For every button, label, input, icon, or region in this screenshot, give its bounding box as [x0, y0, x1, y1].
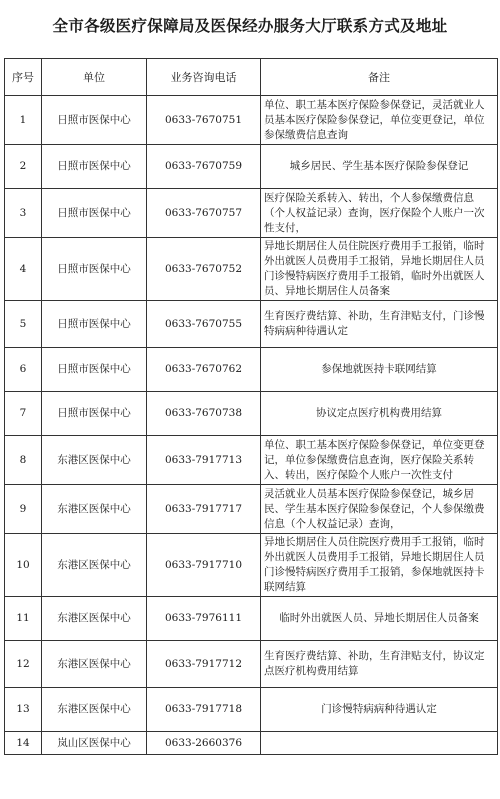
- cell-note: 异地长期居住人员住院医疗费用手工报销，临时外出就医人员费用手工报销，异地长期居住人员门诊慢特病医疗费用手工报销，临时外出就医人员、异地长期居住人员备案: [261, 238, 498, 301]
- cell-phone: 0633-7670738: [147, 392, 261, 436]
- cell-unit: 日照市医保中心: [42, 189, 147, 238]
- cell-seq: 7: [5, 392, 42, 436]
- cell-seq: 11: [5, 597, 42, 641]
- cell-note: 单位、职工基本医疗保险参保登记，单位变更登记，单位参保缴费信息查询，医疗保险关系转入、转出，医疗保险个人账户一次性支付: [261, 436, 498, 485]
- cell-unit: 东港区医保中心: [42, 534, 147, 597]
- cell-note: 异地长期居住人员住院医疗费用手工报销，临时外出就医人员费用手工报销，异地长期居住人员门诊慢特病医疗费用手工报销，参保地就医持卡联网结算: [261, 534, 498, 597]
- cell-seq: 10: [5, 534, 42, 597]
- cell-phone: 0633-2660376: [147, 732, 261, 755]
- cell-phone: 0633-7917710: [147, 534, 261, 597]
- table-row: [5, 189, 498, 238]
- cell-phone: 0633-7670752: [147, 238, 261, 301]
- cell-seq: 6: [5, 348, 42, 392]
- cell-seq: 12: [5, 641, 42, 688]
- cell-note: 城乡居民、学生基本医疗保险参保登记: [261, 145, 498, 189]
- cell-seq: 4: [5, 238, 42, 301]
- cell-phone: 0633-7917713: [147, 436, 261, 485]
- cell-phone: 0633-7917718: [147, 688, 261, 732]
- contact-table: [4, 58, 498, 755]
- cell-unit: 日照市医保中心: [42, 392, 147, 436]
- table-row: [5, 238, 498, 301]
- table-row: [5, 145, 498, 189]
- cell-unit: 日照市医保中心: [42, 348, 147, 392]
- cell-note: 协议定点医疗机构费用结算: [261, 392, 498, 436]
- header-phone: 业务咨询电话: [147, 59, 261, 96]
- cell-unit: 东港区医保中心: [42, 597, 147, 641]
- table-row: [5, 534, 498, 597]
- table-row: [5, 348, 498, 392]
- cell-unit: 日照市医保中心: [42, 238, 147, 301]
- cell-seq: 9: [5, 485, 42, 534]
- header-seq: 序号: [5, 59, 42, 96]
- table-row: [5, 641, 498, 688]
- cell-note: 门诊慢特病病种待遇认定: [261, 688, 498, 732]
- cell-unit: 东港区医保中心: [42, 641, 147, 688]
- cell-seq: 2: [5, 145, 42, 189]
- table-row: [5, 688, 498, 732]
- cell-seq: 1: [5, 96, 42, 145]
- cell-seq: 3: [5, 189, 42, 238]
- table-row: [5, 96, 498, 145]
- cell-phone: 0633-7917712: [147, 641, 261, 688]
- cell-unit: 日照市医保中心: [42, 301, 147, 348]
- table-header-row: [5, 59, 498, 96]
- cell-phone: 0633-7670762: [147, 348, 261, 392]
- table-row: [5, 301, 498, 348]
- cell-phone: 0633-7976111: [147, 597, 261, 641]
- cell-unit: 岚山区医保中心: [42, 732, 147, 755]
- cell-note: 医疗保险关系转入、转出，个人参保缴费信息（个人权益记录）查询，医疗保险个人账户一次性支付，: [261, 189, 498, 238]
- table-row: [5, 436, 498, 485]
- cell-note: 临时外出就医人员、异地长期居住人员备案: [261, 597, 498, 641]
- cell-phone: 0633-7670755: [147, 301, 261, 348]
- cell-phone: 0633-7670759: [147, 145, 261, 189]
- cell-unit: 东港区医保中心: [42, 436, 147, 485]
- cell-note: 生育医疗费结算、补助，生育津贴支付，门诊慢特病病种待遇认定: [261, 301, 498, 348]
- cell-seq: 5: [5, 301, 42, 348]
- cell-seq: 13: [5, 688, 42, 732]
- header-note: 备注: [261, 59, 498, 96]
- table-row: [5, 597, 498, 641]
- table-row: [5, 392, 498, 436]
- table-row: [5, 732, 498, 755]
- header-unit: 单位: [42, 59, 147, 96]
- cell-phone: 0633-7670751: [147, 96, 261, 145]
- cell-seq: 14: [5, 732, 42, 755]
- cell-unit: 日照市医保中心: [42, 96, 147, 145]
- cell-unit: 日照市医保中心: [42, 145, 147, 189]
- table-row: [5, 485, 498, 534]
- cell-note: 生育医疗费结算、补助，生育津贴支付，协议定点医疗机构费用结算: [261, 641, 498, 688]
- cell-unit: 东港区医保中心: [42, 688, 147, 732]
- cell-note: 参保地就医持卡联网结算: [261, 348, 498, 392]
- page-title: 全市各级医疗保障局及医保经办服务大厅联系方式及地址: [52, 17, 448, 35]
- cell-note: [261, 732, 498, 755]
- cell-note: 灵活就业人员基本医疗保险参保登记，城乡居民、学生基本医疗保险参保登记，个人参保缴费信息（个人权益记录）查询，: [261, 485, 498, 534]
- cell-note: 单位、职工基本医疗保险参保登记，灵活就业人员基本医疗保险参保登记，单位变更登记，单位参保缴费信息查询: [261, 96, 498, 145]
- cell-unit: 东港区医保中心: [42, 485, 147, 534]
- cell-seq: 8: [5, 436, 42, 485]
- cell-phone: 0633-7917717: [147, 485, 261, 534]
- cell-phone: 0633-7670757: [147, 189, 261, 238]
